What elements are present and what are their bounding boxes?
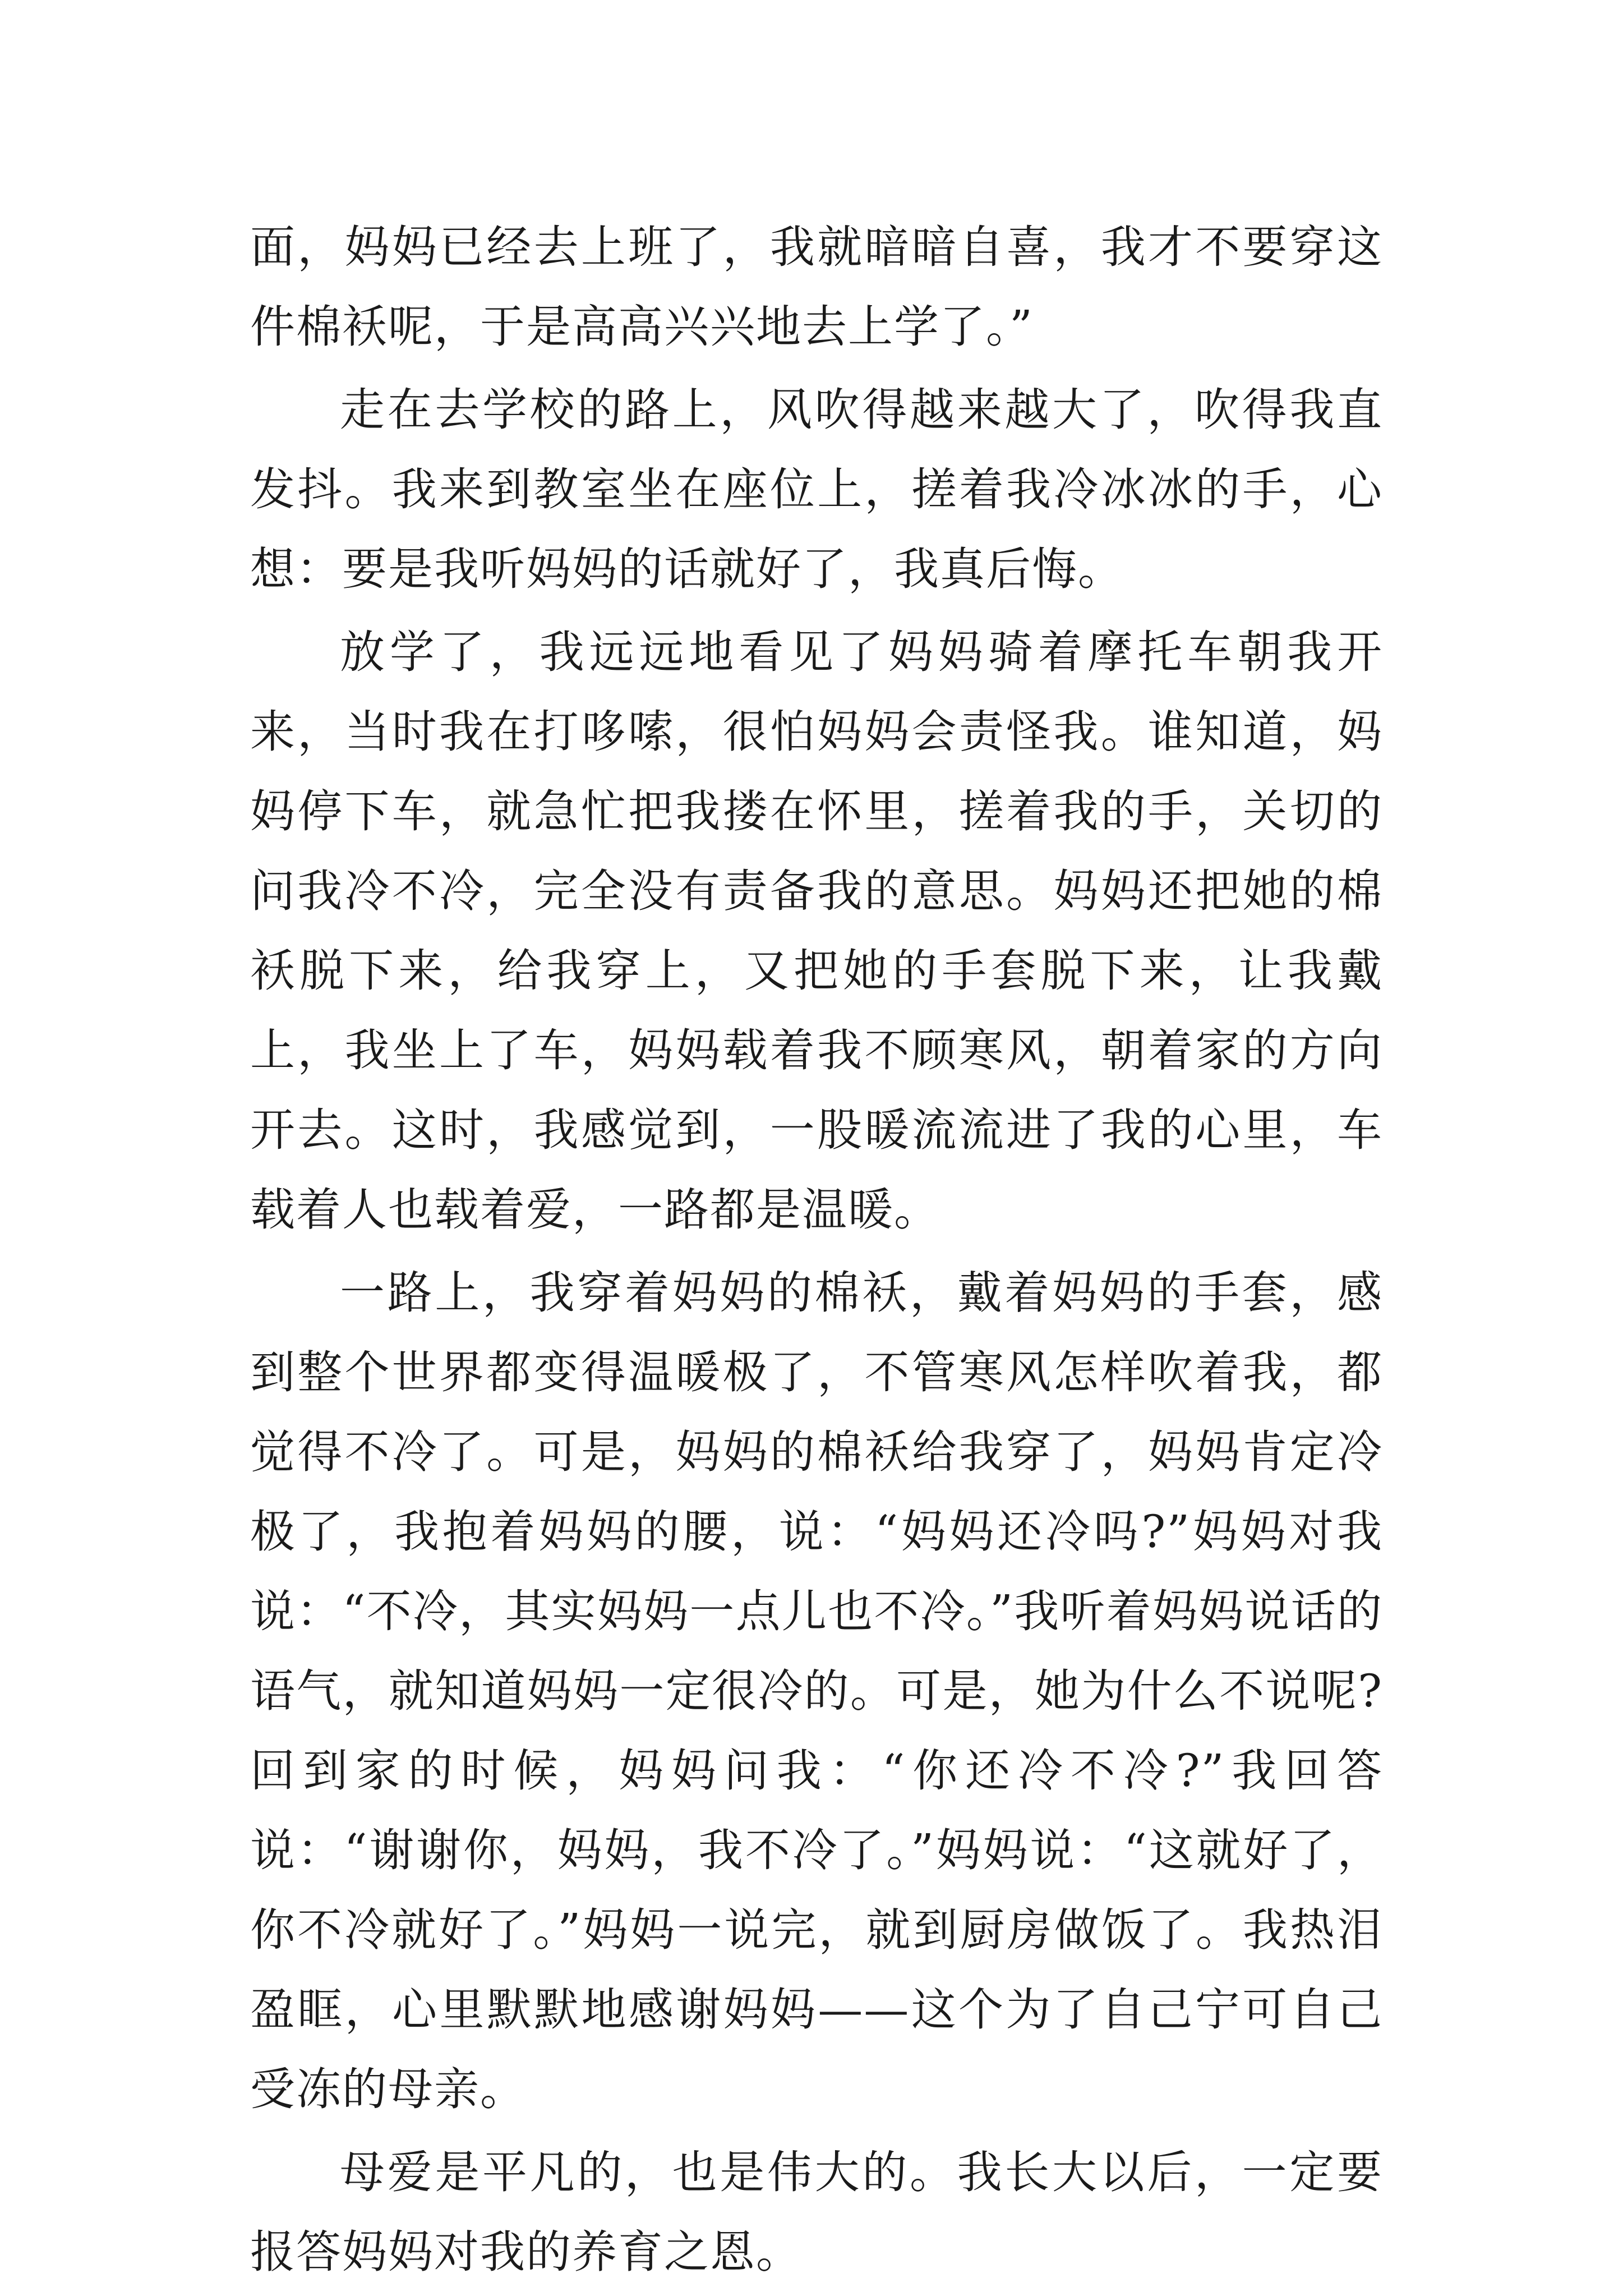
paragraph-3: 放学了，我远远地看见了妈妈骑着摩托车朝我开来，当时我在打哆嗦，很怕妈妈会责怪我。谁知道，妈妈停下车，就急忙把我搂在怀里，搓着我的手，关切的问我冷不冷，完全没有责备我的意思。妈妈还把她的棉袄脱下来，给我穿上，又把她的手套脱下来，让我戴上，我坐上了车，妈妈载着我不顾寒风，朝着家的方向开去。这时，我感觉到，一股暖流流进了我的心里，车载着人也载着爱，一路都是温暖。 bbox=[250, 626, 1383, 1236]
paragraph-1: 面，妈妈已经去上班了，我就暗暗自喜，我才不要穿这件棉袄呢，于是高高兴兴地去上学了。” bbox=[250, 221, 1383, 353]
essay-body bbox=[250, 208, 1383, 2292]
paragraph-5: 母爱是平凡的，也是伟大的。我长大以后，一定要报答妈妈对我的养育之恩。 bbox=[250, 2146, 1383, 2278]
paragraph-2: 走在去学校的路上，风吹得越来越大了，吹得我直发抖。我来到教室坐在座位上，搓着我冷冰冰的手，心想：要是我听妈妈的话就好了，我真后悔。 bbox=[250, 384, 1383, 595]
paragraph-4: 一路上，我穿着妈妈的棉袄，戴着妈妈的手套，感到整个世界都变得温暖极了，不管寒风怎样吹着我，都觉得不冷了。可是，妈妈的棉袄给我穿了，妈妈肯定冷极了，我抱着妈妈的腰，说：“妈妈还冷吗?”妈妈对我说：“不冷，其实妈妈一点儿也不冷。”我听着妈妈说话的语气，就知道妈妈一定很冷的。可是，她为什么不说呢?回到家的时候，妈妈问我：“你还冷不冷?”我回答说：“谢谢你，妈妈，我不冷了。”妈妈说：“这就好了，你不冷就好了。”妈妈一说完，就到厨房做饭了。我热泪盈眶，心里默默地感谢妈妈——这个为了自己宁可自己受冻的母亲。 bbox=[250, 1267, 1383, 2115]
